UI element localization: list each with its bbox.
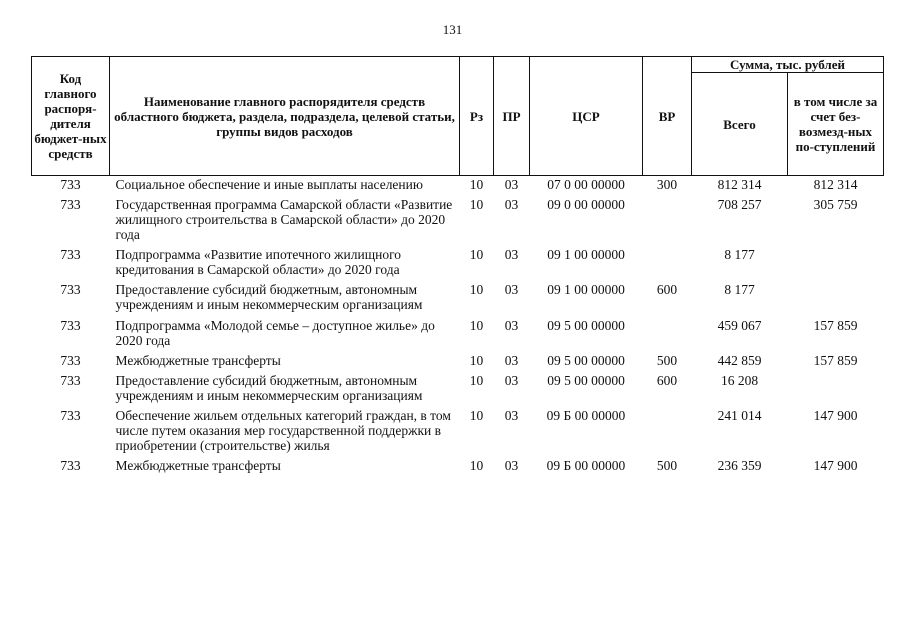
cell-name: Предоставление субсидий бюджетным, автономным учреждениям и иным некоммерческим организациям <box>115 373 423 403</box>
cell-vr: 300 <box>656 177 678 192</box>
table-row <box>32 368 884 403</box>
cell-name: Подпрограмма «Развитие ипотечного жилищного кредитования в Самарской области» до 2020 года <box>115 247 402 277</box>
header-total: Всего <box>692 73 788 176</box>
budget-table <box>31 56 884 473</box>
cell-vr: 500 <box>656 458 678 473</box>
header-sum: Сумма, тыс. рублей <box>692 57 884 73</box>
cell-rz: 10 <box>469 353 484 368</box>
cell-rz: 10 <box>469 408 484 423</box>
header-vr: ВР <box>643 57 692 176</box>
cell-csr: 09 1 00 00000 <box>547 282 625 297</box>
cell-pr: 03 <box>504 353 519 368</box>
cell-pr: 03 <box>504 282 519 297</box>
cell-csr: 07 0 00 00000 <box>547 177 625 192</box>
cell-total: 442 859 <box>717 353 762 368</box>
cell-nonrepayable <box>788 368 884 403</box>
cell-csr: 09 5 00 00000 <box>547 373 625 388</box>
cell-total: 8 177 <box>724 247 755 262</box>
cell-code: 733 <box>60 197 81 212</box>
cell-code: 733 <box>60 247 81 262</box>
cell-rz: 10 <box>469 177 484 192</box>
cell-rz: 10 <box>469 197 484 212</box>
header-code: Код главного распоря-дителя бюджет-ных средств <box>32 57 110 176</box>
table-body <box>32 176 884 474</box>
cell-vr <box>643 242 692 277</box>
cell-pr: 03 <box>504 373 519 388</box>
cell-pr: 03 <box>504 318 519 333</box>
cell-nonrepayable: 147 900 <box>813 408 858 423</box>
cell-rz: 10 <box>469 458 484 473</box>
cell-nonrepayable: 147 900 <box>813 458 858 473</box>
cell-code: 733 <box>60 318 81 333</box>
table-row <box>32 242 884 277</box>
cell-rz: 10 <box>469 318 484 333</box>
header-nonrepayable: в том числе за счет без-возмезд-ных по-ступлений <box>788 73 884 176</box>
cell-code: 733 <box>60 458 81 473</box>
page-number: 131 <box>442 22 463 37</box>
cell-nonrepayable: 157 859 <box>813 353 858 368</box>
cell-name: Межбюджетные трансферты <box>115 353 281 368</box>
cell-nonrepayable <box>788 242 884 277</box>
header-rz: Рз <box>460 57 494 176</box>
cell-vr <box>643 403 692 453</box>
cell-nonrepayable: 305 759 <box>813 197 858 212</box>
table-row <box>32 176 884 193</box>
cell-csr: 09 1 00 00000 <box>547 247 625 262</box>
cell-name: Государственная программа Самарской области «Развитие жилищного строительства в Самарской области» до 2020 года <box>115 197 453 242</box>
cell-csr: 09 5 00 00000 <box>547 318 625 333</box>
table-row <box>32 453 884 473</box>
cell-csr: 09 Б 00 00000 <box>546 408 626 423</box>
cell-total: 16 208 <box>720 373 759 388</box>
cell-total: 708 257 <box>717 197 762 212</box>
cell-nonrepayable <box>788 277 884 312</box>
cell-pr: 03 <box>504 247 519 262</box>
cell-pr: 03 <box>504 458 519 473</box>
table-row <box>32 312 884 348</box>
cell-code: 733 <box>60 177 81 192</box>
table-row <box>32 192 884 242</box>
cell-code: 733 <box>60 282 81 297</box>
cell-pr: 03 <box>504 177 519 192</box>
cell-total: 8 177 <box>724 282 755 297</box>
cell-code: 733 <box>60 408 81 423</box>
cell-total: 812 314 <box>717 177 762 192</box>
table-row <box>32 277 884 312</box>
cell-vr: 600 <box>656 282 678 297</box>
cell-pr: 03 <box>504 408 519 423</box>
cell-vr <box>643 192 692 242</box>
cell-csr: 09 0 00 00000 <box>547 197 625 212</box>
table-header <box>32 57 884 176</box>
cell-nonrepayable: 157 859 <box>813 318 858 333</box>
cell-rz: 10 <box>469 282 484 297</box>
cell-pr: 03 <box>504 197 519 212</box>
cell-name: Подпрограмма «Молодой семье – доступное жилье» до 2020 года <box>115 318 435 348</box>
cell-name: Обеспечение жильем отдельных категорий граждан, в том числе путем оказания мер государственной поддержки в приобретении (строительстве) жилья <box>115 408 451 453</box>
cell-total: 459 067 <box>717 318 762 333</box>
cell-total: 241 014 <box>717 408 762 423</box>
header-pr: ПР <box>494 57 530 176</box>
cell-vr: 500 <box>656 353 678 368</box>
cell-csr: 09 Б 00 00000 <box>546 458 626 473</box>
cell-name: Предоставление субсидий бюджетным, автономным учреждениям и иным некоммерческим организациям <box>115 282 423 312</box>
table-row <box>32 403 884 453</box>
header-name: Наименование главного распорядителя средств областного бюджета, раздела, подраздела, целевой статьи, группы видов расходов <box>110 57 460 176</box>
cell-name: Социальное обеспечение и иные выплаты населению <box>115 177 423 192</box>
cell-name: Межбюджетные трансферты <box>115 458 281 473</box>
cell-code: 733 <box>60 353 81 368</box>
cell-total: 236 359 <box>717 458 762 473</box>
cell-rz: 10 <box>469 373 484 388</box>
cell-nonrepayable: 812 314 <box>813 177 858 192</box>
cell-vr: 600 <box>656 373 678 388</box>
cell-rz: 10 <box>469 247 484 262</box>
cell-csr: 09 5 00 00000 <box>547 353 625 368</box>
table-row <box>32 348 884 368</box>
cell-vr <box>643 312 692 348</box>
cell-code: 733 <box>60 373 81 388</box>
header-csr: ЦСР <box>530 57 643 176</box>
